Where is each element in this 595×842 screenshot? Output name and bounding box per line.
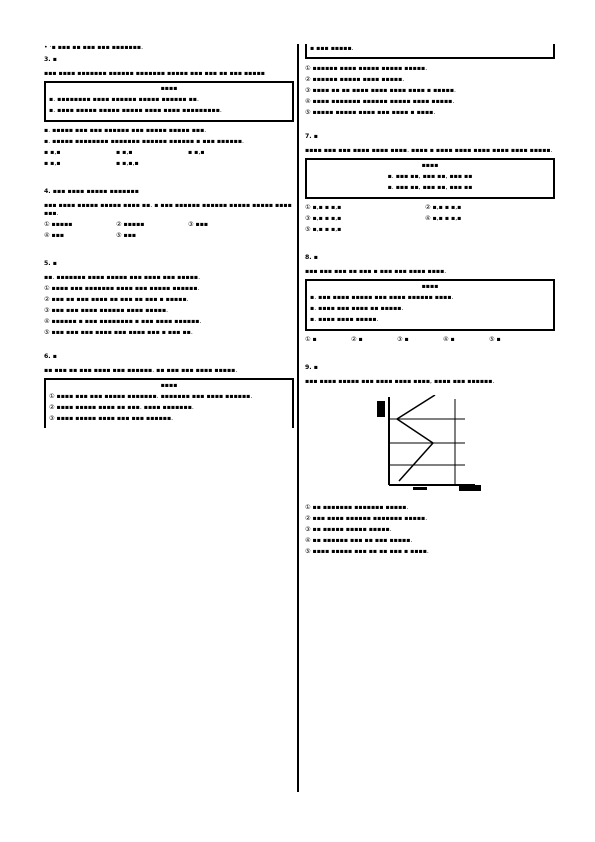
graph-line [397,395,435,419]
graph-line [397,419,433,481]
answer-option[interactable]: ① ▪▪▪▪▪ [44,221,73,228]
question-8-options [305,336,555,347]
box-line: ▪. ▪▪▪▪ ▪▪▪ ▪▪▪▪ ▪▪ ▪▪▪▪▪. [310,305,404,312]
answer-option[interactable]: ⑤ ▪▪▪▪▪ ▪▪▪▪▪ ▪▪▪▪ ▪▪▪ ▪▪▪▪ ▪ ▪▪▪▪. [305,109,436,116]
answer-option[interactable]: ③ ▪,▪ ▪ ▪,▪ [305,215,342,222]
question-8-number: 8. ▪ [305,254,319,261]
question-8-text: ▪▪▪ ▪▪▪ ▪▪▪ ▪▪ ▪▪▪ ▪ ▪▪▪ ▪▪▪ ▪▪▪▪ ▪▪▪▪. [305,268,447,275]
answer-option[interactable]: ⑤ ▪▪▪ [116,232,137,239]
box-line: ② ▪▪▪▪ ▪▪▪▪▪ ▪▪▪▪ ▪▪ ▪▪▪. ▪▪▪▪ ▪▪▪▪▪▪▪. [49,404,194,411]
answer-option[interactable]: ④ ▪▪▪▪▪▪ ▪ ▪▪▪ ▪▪▪▪▪▪▪▪ ▪ ▪▪▪ ▪▪▪▪ ▪▪▪▪▪▪. [44,318,202,325]
box-line: ① ▪▪▪▪ ▪▪▪ ▪▪▪ ▪▪▪▪▪ ▪▪▪▪▪▪▪. ▪▪▪▪▪▪▪ ▪▪▪ ▪▪▪▪ ▪▪▪▪▪▪. [49,393,253,400]
answer-option[interactable]: ① ▪▪ ▪▪▪▪▪▪▪ ▪▪▪▪▪▪▪ ▪▪▪▪▪. [305,504,409,511]
box-line: ▪. ▪▪▪ ▪▪▪▪ ▪▪▪▪▪ ▪▪▪ ▪▪▪▪ ▪▪▪▪▪▪ ▪▪▪▪. [310,294,454,301]
question-5-number: 5. ▪ [44,260,58,267]
box-line: ③ ▪▪▪▪ ▪▪▪▪▪ ▪▪▪▪ ▪▪▪ ▪▪▪ ▪▪▪▪▪▪. [49,415,174,422]
answer-option[interactable]: ③ ▪▪▪ [188,221,209,228]
answer-option[interactable]: ③ ▪ [397,336,409,343]
question-6-text: ▪▪ ▪▪▪ ▪▪ ▪▪▪ ▪▪▪▪ ▪▪▪ ▪▪▪▪▪▪. ▪▪ ▪▪▪ ▪▪▪ ▪▪▪▪ ▪▪▪▪▪. [44,367,238,374]
answer-option[interactable]: ② ▪▪▪ ▪▪ ▪▪▪ ▪▪▪▪ ▪▪ ▪▪▪ ▪▪ ▪▪▪ ▪ ▪▪▪▪▪. [44,296,189,303]
answer-option[interactable]: ▪ ▪,▪,▪ [116,160,139,167]
question-7-number: 7. ▪ [305,133,319,140]
answer-option[interactable]: ② ▪▪▪▪▪ [116,221,145,228]
answer-option[interactable]: ④ ▪▪▪ [44,232,65,239]
answer-option[interactable]: ② ▪,▪ ▪ ▪,▪ [425,204,462,211]
box-line: ▪. ▪▪▪▪ ▪▪▪▪ ▪▪▪▪▪. [310,316,379,323]
answer-option[interactable]: ① ▪,▪ ▪ ▪,▪ [305,204,342,211]
answer-option[interactable]: ① ▪▪▪▪▪▪ ▪▪▪▪ ▪▪▪▪▪ ▪▪▪▪▪ ▪▪▪▪▪. [305,65,428,72]
graph-y-label [377,401,385,417]
question-9-number: 9. ▪ [305,364,319,371]
graph-tick-label [413,487,427,490]
answer-option[interactable]: ① ▪▪▪▪ ▪▪▪ ▪▪▪▪▪▪▪ ▪▪▪▪ ▪▪▪ ▪▪▪▪▪ ▪▪▪▪▪▪. [44,285,200,292]
answer-option[interactable]: ② ▪ [351,336,363,343]
question-3-options [44,149,294,171]
box-caption: ▪▪▪▪ [421,162,439,169]
question-9-graph [375,395,485,495]
box-caption: ▪▪▪▪ [160,382,178,389]
question-4-text: ▪▪▪ ▪▪▪▪ ▪▪▪▪▪ ▪▪▪▪▪ ▪▪▪▪ ▪▪. ▪ ▪▪▪ ▪▪▪▪▪▪ ▪▪▪▪▪▪ ▪▪▪▪▪ ▪▪▪▪▪ ▪▪▪▪▪▪▪. [44,202,292,217]
question-6-box [44,378,294,428]
answer-option[interactable]: ④ ▪▪▪▪ ▪▪▪▪▪▪▪ ▪▪▪▪▪▪ ▪▪▪▪▪ ▪▪▪▪ ▪▪▪▪▪. [305,98,455,105]
right-column [305,44,555,559]
question-7-box [305,158,555,199]
question-6-number: 6. ▪ [44,353,58,360]
answer-option[interactable]: ② ▪▪▪▪▪▪ ▪▪▪▪▪ ▪▪▪▪ ▪▪▪▪▪. [305,76,405,83]
question-9-text: ▪▪▪ ▪▪▪▪ ▪▪▪▪▪ ▪▪▪ ▪▪▪▪ ▪▪▪▪ ▪▪▪▪, ▪▪▪▪ ▪▪▪ ▪▪▪▪▪▪. [305,378,495,385]
question-3-text: ▪▪▪ ▪▪▪▪ ▪▪▪▪▪▪▪ ▪▪▪▪▪▪ ▪▪▪▪▪▪▪ ▪▪▪▪▪ ▪▪▪ ▪▪▪ ▪▪ ▪▪▪ ▪▪▪▪▪ [44,70,265,77]
question-7-options [305,204,555,237]
answer-option[interactable]: ⑤ ▪,▪ ▪ ▪,▪ [305,226,342,233]
question-4-options [44,221,294,243]
question-7-text: ▪▪▪▪ ▪▪▪ ▪▪▪ ▪▪▪▪ ▪▪▪▪ ▪▪▪▪. ▪▪▪▪ ▪ ▪▪▪▪ ▪▪▪▪ ▪▪▪▪ ▪▪▪▪ ▪▪▪▪ ▪▪▪▪▪. [305,147,553,154]
question-8-box [305,279,555,331]
answer-option[interactable]: ③ ▪▪ ▪▪▪▪▪ ▪▪▪▪▪ ▪▪▪▪▪. [305,526,392,533]
box-line: ▪. ▪▪▪ ▪▪, ▪▪▪ ▪▪, ▪▪▪ ▪▪ [387,173,473,180]
question-3-note: ▪. ▪▪▪▪▪ ▪▪▪▪▪▪▪▪ ▪▪▪▪▪▪▪ ▪▪▪▪▪▪ ▪▪▪▪▪▪ ▪ ▪▪▪ ▪▪▪▪▪▪. [44,138,244,145]
answer-option[interactable]: ⑤ ▪▪▪ ▪▪▪ ▪▪▪ ▪▪▪▪ ▪▪▪ ▪▪▪▪ ▪▪▪ ▪ ▪▪▪ ▪▪. [44,329,193,336]
question-4-number: 4. ▪▪▪ ▪▪▪▪ ▪▪▪▪▪ ▪▪▪▪▪▪▪ [44,188,139,195]
answer-option[interactable]: ▪ ▪,▪ [188,149,205,156]
answer-option[interactable]: ⑤ ▪▪▪▪ ▪▪▪▪▪ ▪▪▪ ▪▪ ▪▪ ▪▪▪ ▪ ▪▪▪▪. [305,548,429,555]
question-3-number: 3. ▪ [44,56,58,63]
answer-option[interactable]: ⑤ ▪ [489,336,501,343]
answer-option[interactable]: ③ ▪▪▪ ▪▪▪ ▪▪▪▪ ▪▪▪▪▪▪ ▪▪▪▪ ▪▪▪▪▪. [44,307,169,314]
box-caption: ▪▪▪▪ [160,85,178,92]
box-line: ▪. ▪▪▪ ▪▪, ▪▪▪ ▪▪, ▪▪▪ ▪▪ [387,184,473,191]
question-3-box [44,81,294,122]
box-line: ▪. ▪▪▪▪▪▪▪▪ ▪▪▪▪ ▪▪▪▪▪▪ ▪▪▪▪▪ ▪▪▪▪▪▪ ▪▪. [49,96,199,103]
answer-option[interactable]: ④ ▪,▪ ▪ ▪,▪ [425,215,462,222]
intro-line: • ·▪ ▪▪▪ ▪▪ ▪▪▪ ▪▪▪ ▪▪▪▪▪▪▪. [44,44,144,51]
box-line: ▪. ▪▪▪▪ ▪▪▪▪▪ ▪▪▪▪▪ ▪▪▪▪▪ ▪▪▪▪ ▪▪▪▪ ▪▪▪▪▪▪▪▪▪. [49,107,222,114]
question-3-note: ▪. ▪▪▪▪▪ ▪▪▪ ▪▪▪ ▪▪▪▪▪▪ ▪▪▪ ▪▪▪▪▪ ▪▪▪▪▪ ▪▪▪. [44,127,207,134]
question-6-box-continued [305,44,555,59]
box-line: ▪ ▪▪▪ ▪▪▪▪▪. [310,45,354,52]
answer-option[interactable]: ▪ ▪,▪ [44,160,61,167]
answer-option[interactable]: ② ▪▪▪ ▪▪▪▪ ▪▪▪▪▪▪ ▪▪▪▪▪▪▪ ▪▪▪▪▪. [305,515,428,522]
graph-x-label [459,485,481,491]
answer-option[interactable]: ▪ ▪,▪ [44,149,61,156]
answer-option[interactable]: ④ ▪ [443,336,455,343]
column-divider [297,44,299,792]
box-caption: ▪▪▪▪ [421,283,439,290]
answer-option[interactable]: ④ ▪▪ ▪▪▪▪▪▪ ▪▪▪ ▪▪ ▪▪▪ ▪▪▪▪▪. [305,537,413,544]
answer-option[interactable]: ▪ ▪,▪ [116,149,133,156]
question-5-text: ▪▪. ▪▪▪▪▪▪▪ ▪▪▪▪ ▪▪▪▪▪ ▪▪▪ ▪▪▪▪ ▪▪▪ ▪▪▪▪▪. [44,274,201,281]
answer-option[interactable]: ③ ▪▪▪▪ ▪▪ ▪▪ ▪▪▪▪ ▪▪▪▪ ▪▪▪▪ ▪▪▪▪ ▪ ▪▪▪▪▪. [305,87,457,94]
answer-option[interactable]: ① ▪ [305,336,317,343]
left-column [44,44,294,433]
